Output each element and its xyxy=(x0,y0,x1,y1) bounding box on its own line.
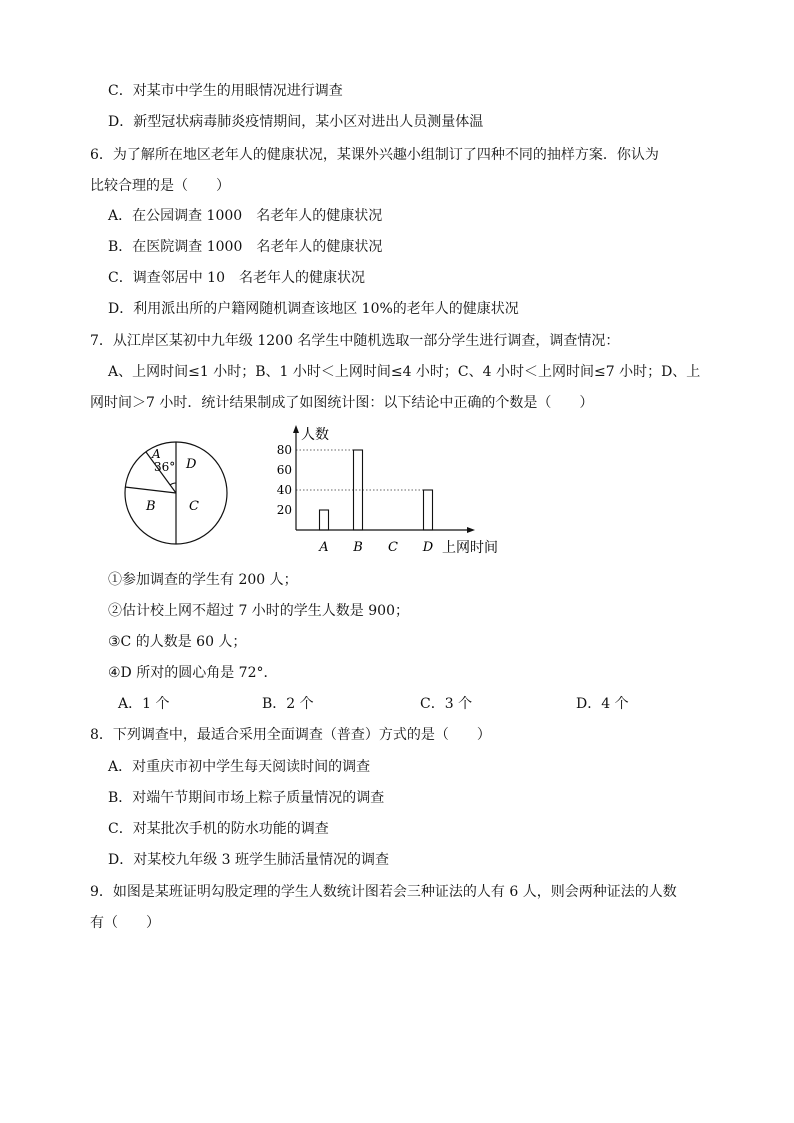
q8-option-a: A．对重庆市初中学生每天阅读时间的调查 xyxy=(108,759,371,775)
pie-radius-left xyxy=(125,487,176,493)
x-tick-d: D xyxy=(422,540,434,555)
y-tick-80: 80 xyxy=(276,443,292,457)
pie-chart xyxy=(118,440,234,548)
bar-b xyxy=(354,450,363,530)
pie-label-b: B xyxy=(146,499,156,514)
y-tick-40: 40 xyxy=(276,483,292,497)
q8-option-d: D．对某校九年级 3 班学生肺活量情况的调查 xyxy=(108,852,390,868)
q5-option-d: D．新型冠状病毒肺炎疫情期间，某小区对进出人员测量体温 xyxy=(108,114,484,130)
pie-angle-label: 36° xyxy=(154,460,176,474)
q7-option-c: C．3 个 xyxy=(420,696,473,712)
q6-option-a: A．在公园调查 1000 名老年人的健康状况 xyxy=(108,208,383,224)
y-tick-60: 60 xyxy=(276,463,292,477)
q6-option-b: B．在医院调查 1000 名老年人的健康状况 xyxy=(108,239,383,255)
x-tick-c: C xyxy=(388,540,398,555)
y-axis-label: 人数 xyxy=(301,427,329,443)
q7-option-d: D．4 个 xyxy=(576,696,629,712)
bar-chart xyxy=(272,422,512,558)
q7-option-a: A．1 个 xyxy=(118,696,170,712)
q5-option-c: C．对某市中学生的用眼情况进行调查 xyxy=(108,83,343,99)
y-tick-20: 20 xyxy=(276,503,292,517)
bar-a xyxy=(320,510,329,530)
pie-angle-arc xyxy=(170,483,176,485)
q7-statement-3: ③C 的人数是 60 人； xyxy=(108,634,247,650)
q8-option-b: B．对端午节期间市场上粽子质量情况的调查 xyxy=(108,790,385,806)
pie-label-c: C xyxy=(189,499,199,514)
q7-stem-line3: 网时间＞7 小时．统计结果制成了如图统计图：以下结论中正确的个数是（ ） xyxy=(90,395,594,411)
q8-option-c: C．对某批次手机的防水功能的调查 xyxy=(108,821,329,837)
bar-d xyxy=(424,490,433,530)
q7-stem-line2: A、上网时间≤1 小时；B、1 小时＜上网时间≤4 小时；C、4 小时＜上网时间≤7 小时；D、上 xyxy=(108,364,701,380)
q7-statement-1: ①参加调查的学生有 200 人； xyxy=(108,572,298,588)
q7-stem-line1: 7．从江岸区某初中九年级 1200 名学生中随机选取一部分学生进行调查，调查情况： xyxy=(90,333,620,349)
q8-stem: 8．下列调查中，最适合采用全面调查（普查）方式的是（ ） xyxy=(90,727,491,743)
q6-stem-line2: 比较合理的是（ ） xyxy=(90,178,230,194)
q7-statement-4: ④D 所对的圆心角是 72°． xyxy=(108,665,278,681)
q9-stem-line2: 有（ ） xyxy=(90,915,160,931)
q6-option-c: C．调查邻居中 10 名老年人的健康状况 xyxy=(108,270,365,286)
q6-stem-line1: 6．为了解所在地区老年人的健康状况，某课外兴趣小组制订了四种不同的抽样方案．你认为 xyxy=(90,147,659,163)
q7-statement-2: ②估计校上网不超过 7 小时的学生人数是 900； xyxy=(108,603,409,619)
q9-stem-line1: 9．如图是某班证明勾股定理的学生人数统计图若会三种证法的人有 6 人，则会两种证法的人数 xyxy=(90,884,677,900)
x-tick-a: A xyxy=(319,540,329,555)
q7-option-b: B．2 个 xyxy=(262,696,314,712)
x-axis-arrow xyxy=(467,527,475,533)
x-axis-label: 上网时间 xyxy=(442,540,498,556)
pie-label-d: D xyxy=(186,457,197,472)
q6-option-d: D．利用派出所的户籍网随机调查该地区 10%的老年人的健康状况 xyxy=(108,301,519,317)
x-tick-b: B xyxy=(353,540,363,555)
y-axis-arrow xyxy=(293,425,299,433)
pie-label-a: A xyxy=(152,447,161,461)
